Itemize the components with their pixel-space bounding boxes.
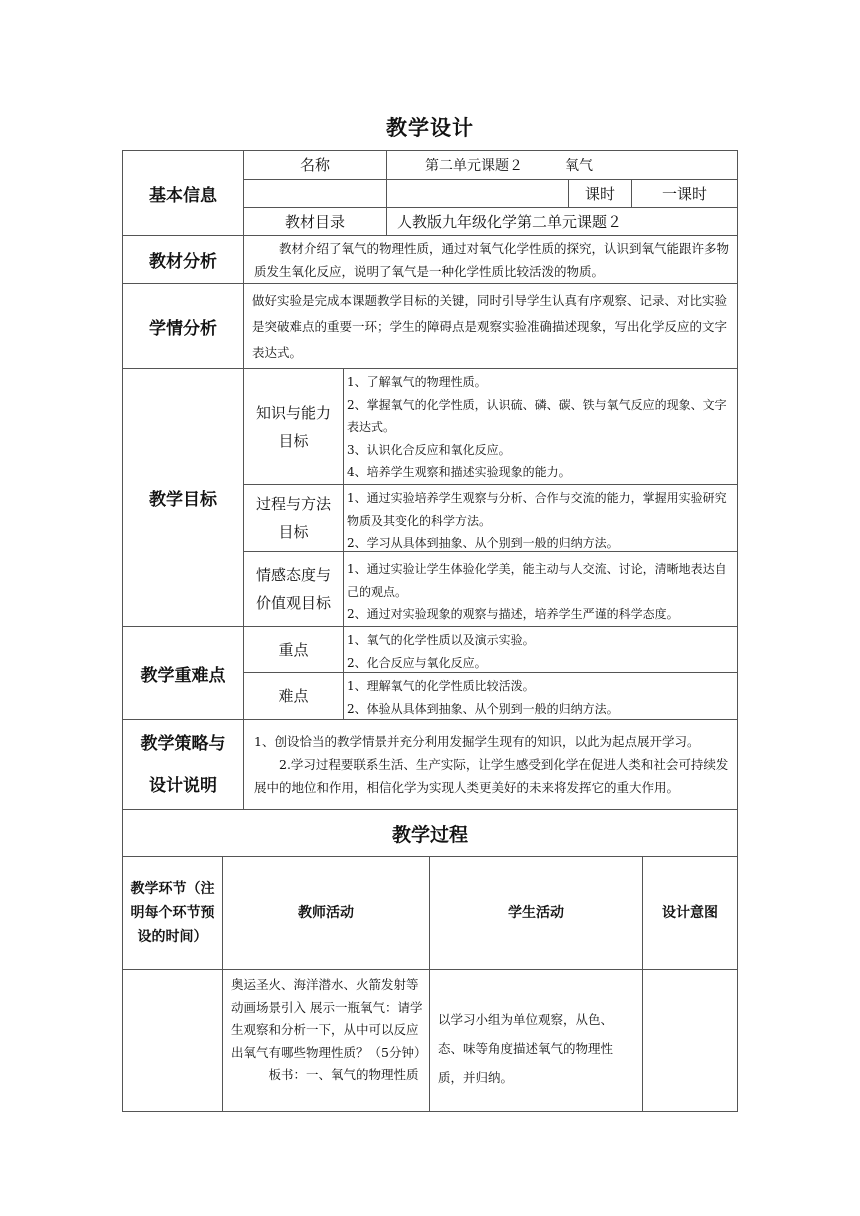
list-item: 2、通过对实验现象的观察与描述，培养学生严谨的科学态度。 <box>347 607 679 621</box>
teacher-activity-intro: 奥运圣火、海洋潜水、火箭发射等动画场景引入 展示一瓶氧气：请学生观察和分析一下，从中可以反应出氧气有哪些物理性质？（5分钟） <box>231 977 427 1060</box>
list-item: 3、认识化合反应和氧化反应。 <box>347 442 511 457</box>
key-difficult-label: 教学重难点 <box>122 626 244 720</box>
process-goal-items-cell <box>343 484 738 552</box>
list-item: 1、通过实验让学生体验化学美，能主动与人交流、讨论，清晰地表达自己的观点。 <box>347 562 727 599</box>
attitude-goal-label-line1: 情感态度与 <box>255 566 331 584</box>
knowledge-goal-items-cell <box>343 368 738 485</box>
teacher-activity-board: 板书：一、氧气的物理性质 <box>268 1067 419 1082</box>
process-goal-label <box>243 484 344 552</box>
blank-value-cell <box>386 179 569 208</box>
design-intent-cell <box>642 969 738 1112</box>
list-item: 1、通过实验培养学生观察与分析、合作与交流的能力，掌握用实验研究物质及其变化的科学方法。 <box>347 491 727 528</box>
student-activity-header: 学生活动 <box>429 856 643 970</box>
list-item: 1、了解氧气的物理性质。 <box>347 375 487 389</box>
strategy-label-line1: 教学策略与 <box>140 733 226 754</box>
list-item: 2、化合反应与氧化反应。 <box>347 655 487 670</box>
class-hours-label: 课时 <box>568 179 632 208</box>
catalog-label: 教材目录 <box>243 207 387 236</box>
strategy-text-cell <box>243 719 738 810</box>
process-title: 教学过程 <box>122 809 738 857</box>
list-item: 2、掌握氧气的化学性质，认识硫、磷、碳、铁与氧气反应的现象、文字表达式。 <box>347 397 727 434</box>
list-item: 2、体验从具体到抽象、从个别到一般的归纳方法。 <box>347 701 619 716</box>
name-label: 名称 <box>243 150 387 180</box>
stage-cell <box>122 969 223 1112</box>
strategy-label <box>122 719 244 810</box>
knowledge-goal-label <box>243 368 344 485</box>
name-value: 第二单元课题２ 氧气 <box>386 150 738 180</box>
student-analysis-label: 学情分析 <box>122 283 244 369</box>
difficult-point-label: 难点 <box>243 672 344 720</box>
strategy-line-2: 2.学习过程要联系生活、生产实际，让学生感受到化学在促进人类和社会可持续发展中的地位和作用，相信化学为实现人类更美好的未来将发挥它的重大作用。 <box>254 757 729 795</box>
design-intent-header: 设计意图 <box>642 856 738 970</box>
strategy-text <box>244 720 737 801</box>
strategy-label-line2: 设计说明 <box>149 775 217 796</box>
list-item: 1、氧气的化学性质以及演示实验。 <box>347 633 535 647</box>
student-analysis-text: 做好实验是完成本课题教学目标的关键，同时引导学生认真有序观察、记录、对比实验是突破难点的重要一环；学生的障碍点是观察实验准确描述现象，写出化学反应的文字表达式。 <box>252 293 728 360</box>
attitude-goal-label-line2: 价值观目标 <box>255 594 331 612</box>
teaching-goals-label: 教学目标 <box>122 368 244 627</box>
list-item: 2、学习从具体到抽象、从个别到一般的归纳方法。 <box>347 536 619 550</box>
textbook-analysis-text: 教材介绍了氧气的物理性质，通过对氧气化学性质的探究，认识到氧气能跟许多物质发生氧化反应，说明了氧气是一种化学性质比较活泼的物质。 <box>254 240 730 279</box>
teacher-activity-text <box>223 970 429 1087</box>
student-activity-cell <box>429 969 643 1112</box>
textbook-analysis-text-cell <box>243 235 738 284</box>
class-hours-value: 一课时 <box>631 179 738 208</box>
textbook-analysis-label: 教材分析 <box>122 235 244 284</box>
blank-label-cell <box>243 179 387 208</box>
list-item: 1、理解氧气的化学性质比较活泼。 <box>347 679 535 693</box>
difficult-point-items-cell <box>343 672 738 720</box>
attitude-goal-label <box>243 551 344 627</box>
student-analysis-text-cell <box>243 283 738 369</box>
teacher-activity-header: 教师活动 <box>222 856 430 970</box>
stage-header: 教学环节（注明每个环节预设的时间） <box>122 856 223 970</box>
key-point-label: 重点 <box>243 626 344 673</box>
basic-info-label: 基本信息 <box>122 150 244 236</box>
attitude-goal-list <box>344 552 737 626</box>
catalog-value: 人教版九年级化学第二单元课题２ <box>386 207 738 236</box>
knowledge-goal-label-line1: 知识与能力 <box>255 403 331 422</box>
teacher-activity-cell <box>222 969 430 1112</box>
attitude-goal-items-cell <box>343 551 738 627</box>
student-activity-text: 以学习小组为单位观察，从色、态、味等角度描述氧气的物理性质，并归纳。 <box>438 1012 614 1085</box>
document-title: 教学设计 <box>386 116 474 140</box>
key-point-list <box>344 627 537 674</box>
process-goal-label-line2: 目标 <box>278 523 309 541</box>
list-item: 4、培养学生观察和描述实验现象的能力。 <box>347 465 571 479</box>
knowledge-goal-label-line2: 目标 <box>278 431 309 450</box>
difficult-point-list <box>344 673 621 720</box>
process-goal-label-line1: 过程与方法 <box>255 495 331 513</box>
process-goal-list <box>344 485 737 555</box>
key-point-items-cell <box>343 626 738 673</box>
knowledge-goal-list <box>344 369 737 484</box>
strategy-line-1: 1、创设恰当的教学情景并充分利用发掘学生现有的知识，以此为起点展开学习。 <box>254 734 700 749</box>
